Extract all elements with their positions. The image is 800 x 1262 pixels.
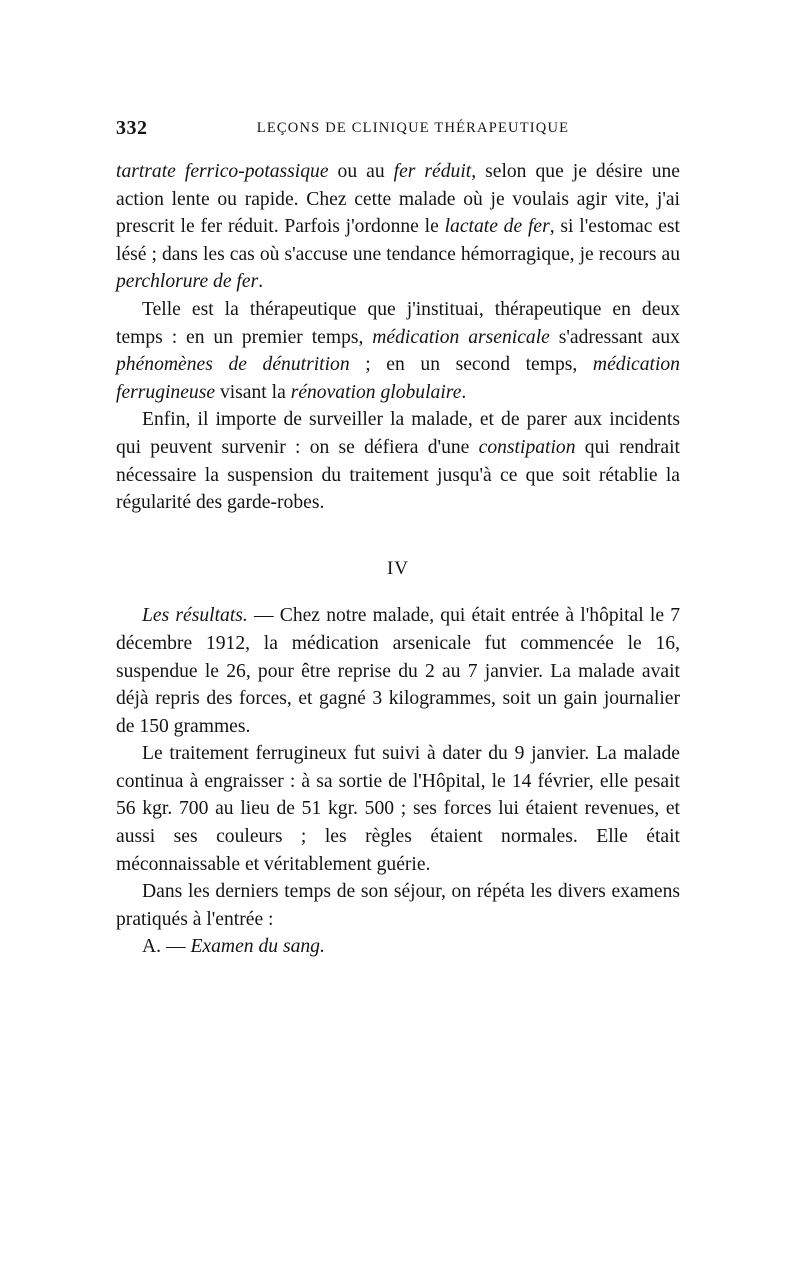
- text: ; en un second temps,: [349, 354, 593, 376]
- page-number: 332: [116, 117, 148, 139]
- text: Enfin, il importe de surveiller la malade, et de parer aux incidents qui peuvent survenir : on se défiera d'une: [116, 409, 680, 458]
- italic-text: rénovation globulaire: [290, 381, 462, 403]
- text: qui rendrait nécessaire la suspension du traitement jusqu'à ce que soit rétablie la régularité des garde-robes.: [116, 436, 680, 514]
- italic-text: perchlorure de fer: [116, 271, 259, 293]
- page-header: [116, 117, 680, 141]
- text: s'adressant aux: [549, 326, 680, 348]
- italic-text: fer réduit: [393, 161, 472, 182]
- paragraph: [116, 296, 680, 406]
- text: , selon que je désire une action lente ou rapide. Chez cette malade où je voulais agir vite, j'ai prescrit le fer réduit. Parfois j'ordonne le: [116, 161, 680, 238]
- running-title: LEÇONS DE CLINIQUE THÉRAPEUTIQUE: [256, 120, 570, 136]
- italic-text: médication ferrugineuse: [116, 354, 680, 403]
- paragraph: [116, 158, 680, 296]
- text: visant la: [215, 381, 291, 403]
- text: Telle est la thérapeutique que j'instituai, thérapeutique en deux temps : en un premier temps,: [116, 298, 680, 348]
- subsection-heading: [116, 933, 680, 961]
- text: , si l'estomac est lésé ; dans les cas où s'accuse une tendance hémorragique, je recours au: [116, 216, 680, 265]
- text: — Chez notre malade, qui était entrée à l'hôpital le 7 décembre 1912, la médication arsenicale fut commencée le 16, suspendue le 26, pour être reprise du 2 au 7 janvier. La malade avait déjà repris des forces, et gagné 3 kilogrammes, soit un gain journalier de 150 grammes.: [116, 605, 680, 737]
- section-number: IV: [386, 557, 410, 579]
- text: ou au: [328, 161, 394, 182]
- paragraph: [116, 602, 680, 740]
- italic-text: phénomènes de dénutrition: [116, 354, 350, 376]
- text: .: [258, 271, 264, 293]
- italic-text: Les résultats.: [142, 605, 248, 627]
- page-body: [116, 158, 680, 961]
- paragraph: Le traitement ferrugineux fut suivi à dater du 9 janvier. La malade continua à engraisser : à sa sortie de l'Hôpital, le 14 février, elle pesait 56 kgr. 700 au lieu de 51 kgr. 500 ; ses forces lui étaient revenues, et aussi ses couleurs ; les règles étaient normales. Elle était méconnaissable et véritablement guérie.: [116, 743, 680, 875]
- subsection-title: Examen du sang.: [190, 936, 325, 958]
- paragraph: Dans les derniers temps de son séjour, on répéta les divers examens pratiqués à l'entrée :: [116, 881, 680, 930]
- italic-text: lactate de fer: [444, 216, 550, 238]
- subsection-label: A.: [142, 936, 162, 958]
- text: .: [461, 381, 467, 403]
- italic-text: médication arsenicale: [372, 326, 550, 348]
- italic-text: constipation: [478, 436, 576, 458]
- italic-text: tartrate ferrico-potassique: [116, 161, 329, 182]
- paragraph: [116, 406, 680, 516]
- text: —: [161, 936, 191, 958]
